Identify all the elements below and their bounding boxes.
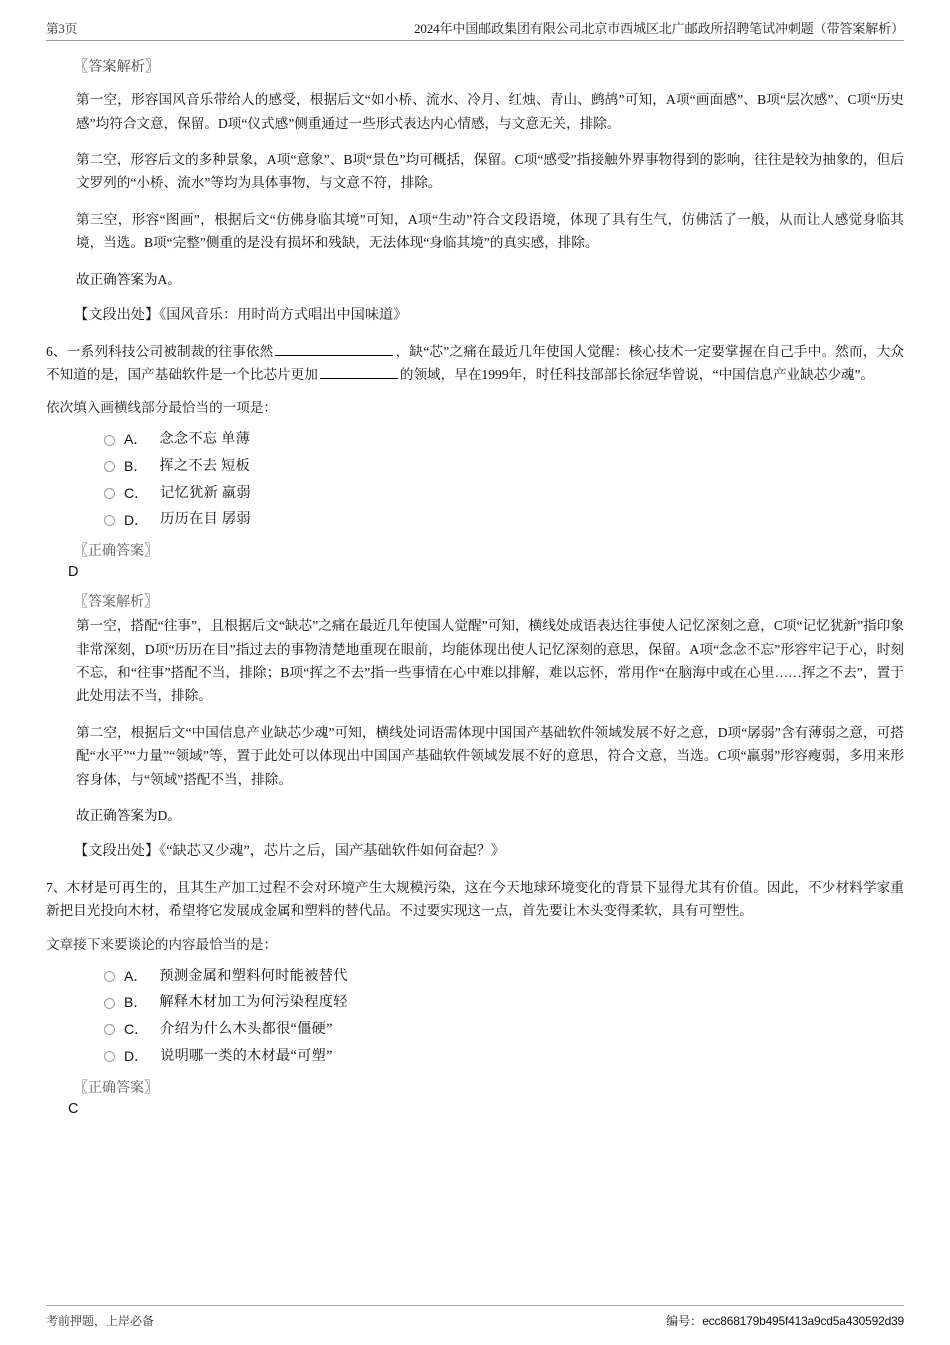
question-7-answer-value: C [68, 1100, 79, 1117]
question-7-option-c[interactable] [104, 1021, 904, 1039]
question-7-option-d[interactable] [104, 1048, 904, 1066]
question-7-options [46, 968, 904, 1066]
question-6-answer-heading: 〖正确答案〗 [74, 544, 158, 560]
q5-source: 【文段出处】《国风音乐：用时尚方式唱出中国味道》 [74, 306, 408, 323]
radio-button-icon[interactable] [104, 1051, 115, 1062]
question-6-answer-value: D [68, 564, 79, 581]
option-letter: C． [124, 484, 149, 501]
option-text: 解释木材加工为何污染程度轻 [159, 994, 348, 1011]
radio-button-icon[interactable] [104, 488, 115, 499]
option-letter: C． [124, 1021, 149, 1038]
question-6-stem-part-1: 一系列科技公司被制裁的往事依然 [66, 343, 274, 359]
question-7-option-a[interactable] [104, 968, 904, 986]
document-title: 2024年中国邮政集团有限公司北京市西城区北广邮政所招聘笔试冲刺题（带答案解析） [413, 21, 904, 36]
option-letter: B． [124, 458, 148, 475]
option-letter: A． [124, 967, 148, 984]
question-6-option-b[interactable] [104, 458, 904, 476]
question-6-option-c[interactable] [104, 485, 904, 503]
option-text: 介绍为什么木头都很“僵硬” [160, 1021, 333, 1038]
option-text: 说明哪一类的木材最“可塑” [160, 1047, 333, 1064]
q5-analysis-heading: 〖答案解析〗 [74, 59, 160, 75]
question-6-analysis-paragraph-2: 第二空，根据后文“中国信息产业缺芯少魂”可知，横线处词语需体现中国国产基础软件领域发展不好之意，D项“孱弱”含有薄弱之意，可搭配“水平”“力量”“领域”等，置于此处可以体现出中国国产基础软件领域发展不好的意思，符合文意，当选。C项“羸弱”形容瘦弱，多用来形容身体，与“领域”搭配不当，排除。 [76, 724, 904, 787]
question-6-analysis-heading: 〖答案解析〗 [74, 595, 158, 611]
question-6-source: 【文段出处】《“缺芯又少魂”，芯片之后，国产基础软件如何奋起？》 [74, 843, 506, 860]
q5-analysis-paragraph-3: 第三空，形容“图画”，根据后文“仿佛身临其境”可知，A项“生动”符合文段语境，体现了具有生气，仿佛活了一般，从而让人感觉身临其境，当选。B项“完整”侧重的是没有损坏和残缺，无法体现“身临其境”的真实感，排除。 [76, 211, 904, 251]
page-number-label: 第3页 [46, 22, 78, 36]
question-7-stem [46, 876, 904, 923]
question-7-stem-text: 木材是可再生的，且其生产加工过程不会对环境产生大规模污染，这在今天地球环境变化的背景下显得尤其有价值。因此，不少材料学家重新把目光投向木材，希望将它发展成金属和塑料的替代品。不过要实现这一点，首先要让木头变得柔软，具有可塑性。 [46, 880, 905, 919]
footer-code-value: ecc868179b495f413a9cd5a430592d39 [702, 1314, 904, 1328]
question-6-stem [46, 340, 904, 387]
q5-conclusion: 故正确答案为A。 [76, 271, 181, 287]
option-text: 念念不忘 单薄 [159, 431, 251, 448]
question-6-conclusion: 故正确答案为D。 [76, 807, 181, 823]
radio-button-icon[interactable] [104, 435, 115, 446]
radio-button-icon[interactable] [104, 461, 115, 472]
option-letter: A． [124, 431, 148, 448]
radio-button-icon[interactable] [104, 998, 115, 1009]
option-text: 预测金属和塑料何时能被替代 [159, 967, 348, 984]
footer-code-label: 编号： [666, 1314, 703, 1328]
question-7-number: 7、 [46, 880, 67, 896]
question-6-stem-part-2: ，缺“芯”之痛在最近几年使国人觉醒：核心技术一定要掌握在自己手中。然而，大众不知道的是，国产基础软件是一个比芯片更加 [46, 343, 904, 383]
question-6-prompt: 依次填入画横线部分最恰当的一项是： [46, 400, 278, 416]
question-7-prompt: 文章接下来要谈论的内容最恰当的是： [46, 936, 278, 952]
question-6-options [46, 431, 904, 529]
option-letter: D． [124, 1047, 149, 1064]
page-footer [46, 1305, 904, 1329]
option-text: 挥之不去 短板 [159, 457, 251, 474]
option-text: 记忆犹新 羸弱 [160, 484, 251, 501]
q5-analysis-paragraph-2: 第二空，形容后文的多种景象，A项“意象”、B项“景色”均可概括，保留。C项“感受”指接触外界事物得到的影响，往往是较为抽象的，但后文罗列的“小桥、流水”等均为具体事物，与文意不符，排除。 [76, 152, 904, 191]
question-6-option-a[interactable] [104, 431, 904, 449]
question-6-number: 6、 [46, 343, 67, 359]
radio-button-icon[interactable] [104, 1024, 115, 1035]
option-letter: D． [124, 511, 149, 528]
footer-code [666, 1312, 904, 1329]
option-letter: B． [124, 994, 148, 1011]
question-6-blank-2 [320, 365, 398, 379]
page-content [46, 41, 904, 1119]
radio-button-icon[interactable] [104, 515, 115, 526]
footer-slogan: 考前押题，上岸必备 [46, 1314, 155, 1328]
question-7-answer-heading: 〖正确答案〗 [74, 1080, 158, 1096]
question-6-stem-part-3: 的领域，早在1999年，时任科技部部长徐冠华曾说，“中国信息产业缺芯少魂”。 [399, 367, 875, 383]
question-6-analysis-paragraph-1: 第一空，搭配“往事”，且根据后文“缺芯”之痛在最近几年使国人觉醒”可知，横线处成语表达往事使人记忆深刻之意，C项“记忆犹新”指印象非常深刻，D项“历历在目”指过去的事物清楚地重现在眼前，均能体现出使人记忆深刻的意思，保留。A项“念念不忘”形容牢记于心，时刻不忘，和“往事”搭配不当，排除；B项“挥之不去”指一些事情在心中难以排解，难以忘怀，常用作“在脑海中或在心里……挥之不去”，置于此处用法不当，排除。 [76, 618, 904, 704]
question-7-option-b[interactable] [104, 994, 904, 1012]
page-header [46, 0, 904, 41]
question-6-option-d[interactable] [104, 511, 904, 529]
question-6-blank-1 [275, 342, 393, 356]
radio-button-icon[interactable] [104, 971, 115, 982]
option-text: 历历在目 孱弱 [160, 511, 251, 528]
q5-analysis-paragraph-1: 第一空，形容国风音乐带给人的感受，根据后文“如小桥、流水、冷月、红烛、青山、鹧鸪”可知，A项“画面感”、B项“层次感”、C项“历史感”均符合文意，保留。D项“仪式感”侧重通过一些形式表达内心情感，与文意无关，排除。 [76, 92, 904, 131]
